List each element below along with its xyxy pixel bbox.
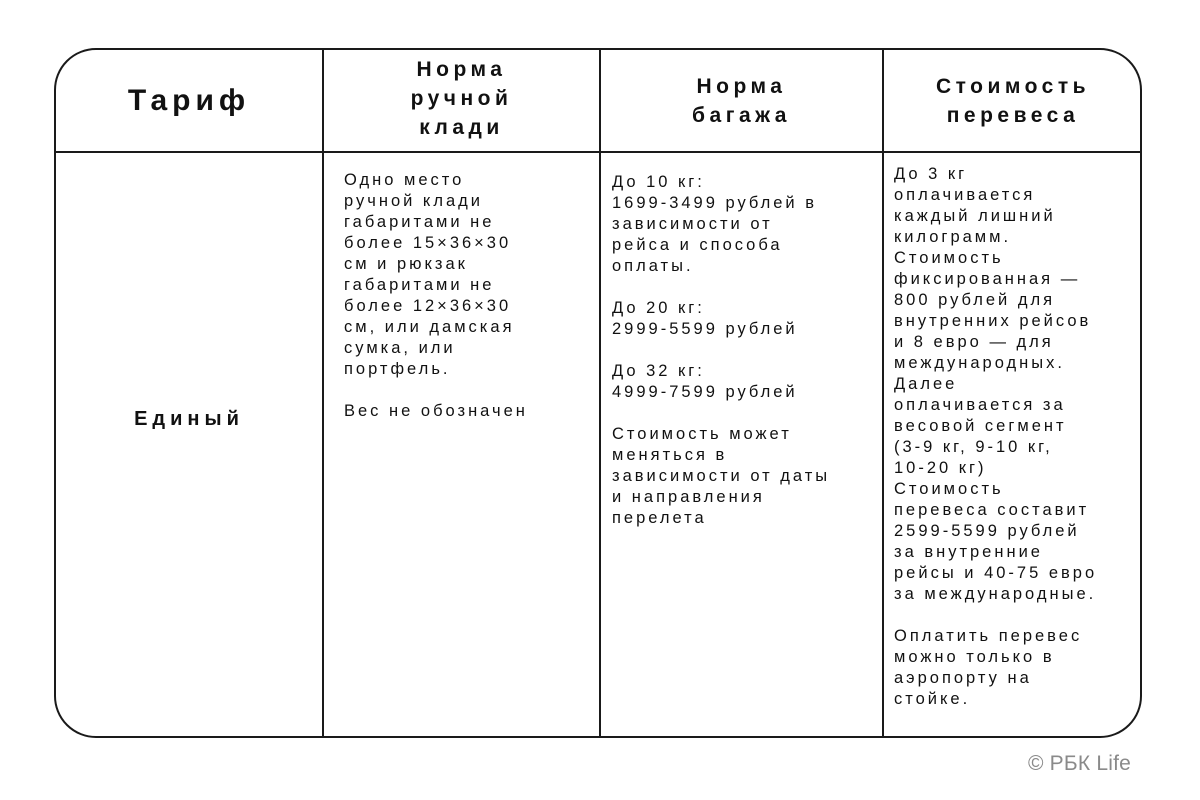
header-overweight: Стоимость перевеса <box>935 74 1091 127</box>
hand-luggage-text: Одно место ручной клади габаритами не более 15×36×30 см и рюкзак габаритами не более 12×36×30 см, или дамская сумка, или портфель. Вес не обозначен <box>344 171 528 420</box>
header-tariff: Тариф <box>127 84 251 117</box>
header-hand-luggage: Норма ручной клади <box>410 58 513 139</box>
tariff-table <box>54 48 1142 738</box>
overweight-text: До 3 кг оплачивается каждый лишний килограмм. Стоимость фиксированная — 800 рублей для внутренних рейсов и 8 евро — для международных. Далее оплачивается за весовой сегмент (3-9 кг, 9-10 кг, 10-20 кг) Стоимость перевеса составит 2599-5599 рублей за внутренние рейсы и 40-75 евро за международные. Оплатить перевес можно только в аэропорту на стойке. <box>894 165 1098 708</box>
header-baggage: Норма багажа <box>692 74 791 127</box>
baggage-text: До 10 кг: 1699-3499 рублей в зависимости от рейса и способа оплаты. До 20 кг: 2999-5599 рублей До 32 кг: 4999-7599 рублей Стоимость может меняться в зависимости от даты и направления перелета <box>612 173 831 527</box>
copyright-watermark: © РБК Life <box>1027 752 1131 775</box>
tariff-name: Единый <box>134 408 244 430</box>
